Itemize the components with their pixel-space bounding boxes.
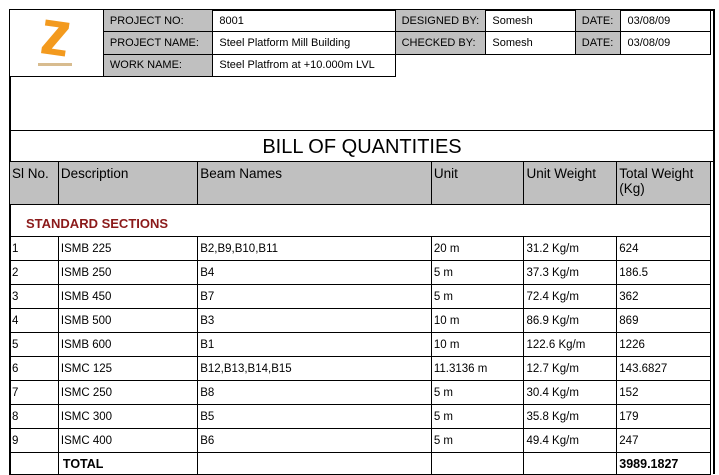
cell-unit-weight: 49.4 Kg/m <box>524 429 617 453</box>
company-logo <box>10 10 104 77</box>
col-header-unit: Unit <box>431 162 524 205</box>
cell-unit-weight: 37.3 Kg/m <box>524 261 617 285</box>
cell-sl: 6 <box>10 357 59 381</box>
table-row <box>10 405 711 429</box>
total-value: 3989.1827 <box>617 453 711 475</box>
cell-description: ISMB 500 <box>58 309 197 333</box>
col-header-sl: Sl No. <box>10 162 59 205</box>
spacer-area <box>11 75 713 131</box>
cell-unit-weight: 12.7 Kg/m <box>524 357 617 381</box>
total-blank <box>198 453 432 475</box>
cell-unit: 5 m <box>431 405 524 429</box>
date-label: DATE: <box>575 32 621 54</box>
cell-beam-names: B6 <box>198 429 432 453</box>
project-name-value: Steel Platform Mill Building <box>213 32 395 54</box>
cell-total-weight: 247 <box>617 429 711 453</box>
col-header-beam-names: Beam Names <box>198 162 432 205</box>
header-blank-cell <box>395 54 710 76</box>
designed-by-value: Somesh <box>486 10 575 32</box>
table-row <box>10 357 711 381</box>
table-row <box>10 237 711 261</box>
col-header-unit-weight: Unit Weight <box>524 162 617 205</box>
table-header-row <box>10 162 711 205</box>
table-row <box>10 309 711 333</box>
cell-total-weight: 152 <box>617 381 711 405</box>
cell-total-weight: 179 <box>617 405 711 429</box>
cell-description: ISMC 250 <box>58 381 197 405</box>
cell-sl: 2 <box>10 261 59 285</box>
table-row <box>10 261 711 285</box>
cell-total-weight: 869 <box>617 309 711 333</box>
section-title: STANDARD SECTIONS <box>10 205 711 237</box>
cell-description: ISMB 600 <box>58 333 197 357</box>
cell-total-weight: 1226 <box>617 333 711 357</box>
cell-sl: 7 <box>10 381 59 405</box>
cell-total-weight: 186.5 <box>617 261 711 285</box>
checked-by-label: CHECKED BY: <box>395 32 486 54</box>
table-row <box>10 333 711 357</box>
logo-z-icon <box>10 10 100 76</box>
cell-unit: 11.3136 m <box>431 357 524 381</box>
work-name-value: Steel Platfrom at +10.000m LVL <box>213 54 395 76</box>
cell-sl: 1 <box>10 237 59 261</box>
date-value: 03/08/09 <box>621 10 711 32</box>
cell-unit: 10 m <box>431 309 524 333</box>
boq-table <box>9 161 711 475</box>
cell-unit-weight: 86.9 Kg/m <box>524 309 617 333</box>
project-no-label: PROJECT NO: <box>103 10 212 32</box>
cell-sl: 8 <box>10 405 59 429</box>
cell-unit-weight: 122.6 Kg/m <box>524 333 617 357</box>
cell-sl: 9 <box>10 429 59 453</box>
cell-beam-names: B3 <box>198 309 432 333</box>
col-header-total-weight: Total Weight (Kg) <box>617 162 711 205</box>
cell-sl: 5 <box>10 333 59 357</box>
cell-description: ISMC 400 <box>58 429 197 453</box>
page-title: BILL OF QUANTITIES <box>11 130 713 162</box>
cell-beam-names: B2,B9,B10,B11 <box>198 237 432 261</box>
cell-beam-names: B12,B13,B14,B15 <box>198 357 432 381</box>
cell-description: ISMB 250 <box>58 261 197 285</box>
cell-sl: 3 <box>10 285 59 309</box>
cell-total-weight: 143.6827 <box>617 357 711 381</box>
project-name-label: PROJECT NAME: <box>103 32 212 54</box>
date-value: 03/08/09 <box>621 32 711 54</box>
cell-unit: 5 m <box>431 381 524 405</box>
cell-unit-weight: 35.8 Kg/m <box>524 405 617 429</box>
cell-unit: 10 m <box>431 333 524 357</box>
total-row <box>10 453 711 475</box>
table-row <box>10 429 711 453</box>
cell-total-weight: 362 <box>617 285 711 309</box>
cell-beam-names: B1 <box>198 333 432 357</box>
cell-beam-names: B4 <box>198 261 432 285</box>
work-name-label: WORK NAME: <box>103 54 212 76</box>
boq-sheet <box>9 9 715 474</box>
cell-unit: 5 m <box>431 261 524 285</box>
cell-unit-weight: 31.2 Kg/m <box>524 237 617 261</box>
cell-description: ISMB 450 <box>58 285 197 309</box>
project-no-value: 8001 <box>213 10 395 32</box>
cell-total-weight: 624 <box>617 237 711 261</box>
cell-sl: 4 <box>10 309 59 333</box>
table-row <box>10 381 711 405</box>
total-label: TOTAL <box>58 453 197 475</box>
cell-beam-names: B5 <box>198 405 432 429</box>
cell-unit: 20 m <box>431 237 524 261</box>
date-label: DATE: <box>575 10 621 32</box>
cell-unit: 5 m <box>431 429 524 453</box>
section-row <box>10 205 711 237</box>
total-blank <box>431 453 524 475</box>
total-blank <box>524 453 617 475</box>
project-header <box>9 9 711 77</box>
cell-beam-names: B7 <box>198 285 432 309</box>
table-row <box>10 285 711 309</box>
cell-unit-weight: 30.4 Kg/m <box>524 381 617 405</box>
checked-by-value: Somesh <box>486 32 575 54</box>
cell-unit-weight: 72.4 Kg/m <box>524 285 617 309</box>
cell-unit: 5 m <box>431 285 524 309</box>
cell-description: ISMC 300 <box>58 405 197 429</box>
cell-beam-names: B8 <box>198 381 432 405</box>
col-header-description: Description <box>58 162 197 205</box>
designed-by-label: DESIGNED BY: <box>395 10 486 32</box>
cell-description: ISMC 125 <box>58 357 197 381</box>
total-blank <box>10 453 59 475</box>
cell-description: ISMB 225 <box>58 237 197 261</box>
